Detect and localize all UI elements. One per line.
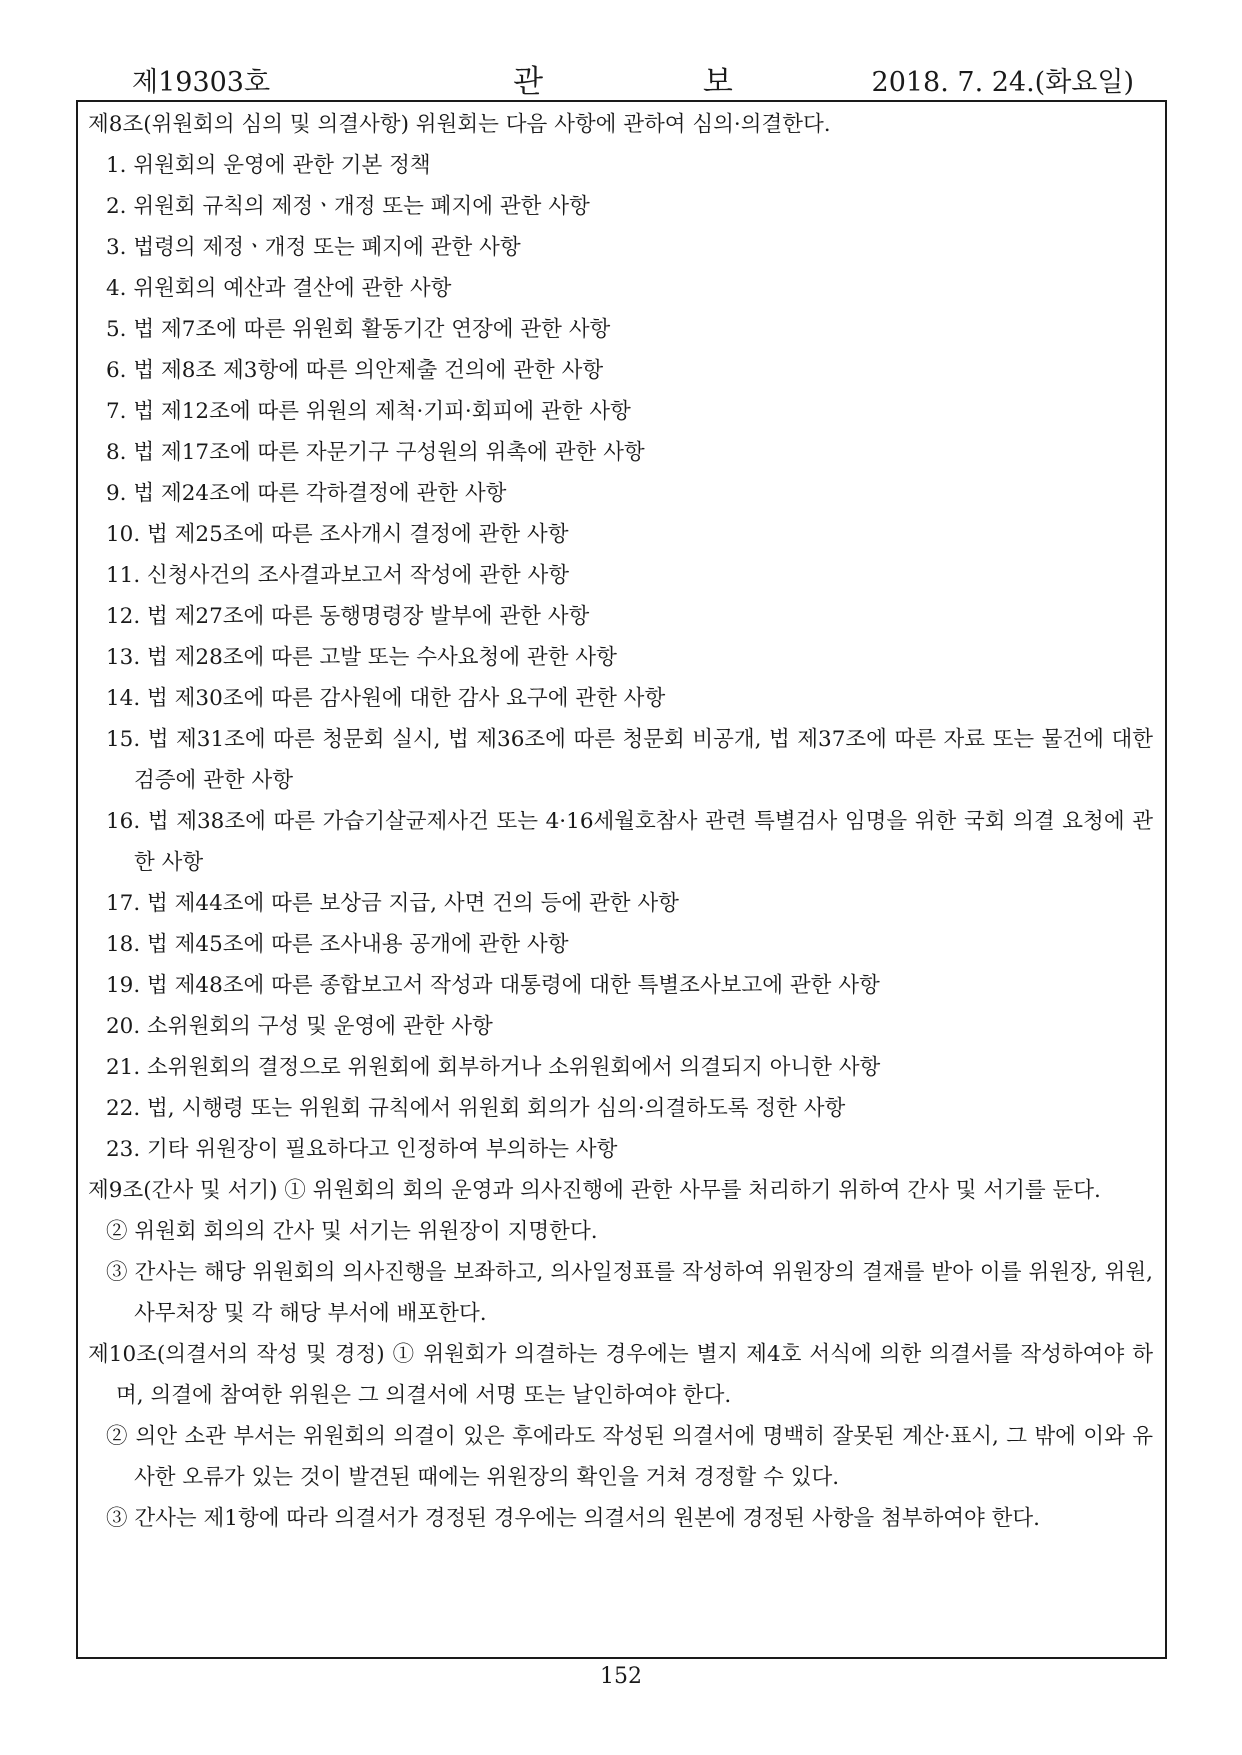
article-10-paragraph-3: ③ 간사는 제1항에 따라 의결서가 경정된 경우에는 의결서의 원본에 경정된 사항을 첨부하여야 한다. [106,1506,1041,1531]
article-8-item-14: 14. 법 제30조에 따른 감사원에 대한 감사 요구에 관한 사항 [106,686,666,711]
article-8-item-3: 3. 법령의 제정ㆍ개정 또는 폐지에 관한 사항 [106,235,521,260]
article-8-item-18: 18. 법 제45조에 따른 조사내용 공개에 관한 사항 [106,932,569,957]
gazette-title: 관 보 [513,64,733,100]
publication-date: 2018. 7. 24.(화요일) [871,67,1134,98]
article-9-paragraph-3: ③ 간사는 해당 위원회의 의사진행을 보좌하고, 의사일정표를 작성하여 위원장의 결재를 받아 이를 위원장, 위원, 사무처장 및 각 해당 부서에 배포한다. [106,1260,1153,1326]
issue-number: 제19303호 [132,67,271,98]
article-8-item-19: 19. 법 제48조에 따른 종합보고서 작성과 대통령에 대한 특별조사보고에 관한 사항 [106,973,880,998]
article-8-item-16: 16. 법 제38조에 따른 가습기살균제사건 또는 4·16세월호참사 관련 특별검사 임명을 위한 국회 의결 요청에 관한 사항 [106,809,1153,875]
page-number: 152 [600,1664,642,1689]
article-8-item-7: 7. 법 제12조에 따른 위원의 제척·기피·회피에 관한 사항 [106,399,631,424]
article-8-item-22: 22. 법, 시행령 또는 위원회 규칙에서 위원회 회의가 심의·의결하도록 정한 사항 [106,1096,846,1121]
article-8-item-1: 1. 위원회의 운영에 관한 기본 정책 [106,153,431,178]
page-header [76,54,1170,100]
article-10-paragraph-2: ② 의안 소관 부서는 위원회의 의결이 있은 후에라도 작성된 의결서에 명백히 잘못된 계산·표시, 그 밖에 이와 유사한 오류가 있는 것이 발견된 때에는 위원장의 확인을 거쳐 경정할 수 있다. [106,1424,1153,1490]
article-8-item-17: 17. 법 제44조에 따른 보상금 지급, 사면 건의 등에 관한 사항 [106,891,679,916]
article-9-heading: 제9조(간사 및 서기) ① 위원회의 회의 운영과 의사진행에 관한 사무를 처리하기 위하여 간사 및 서기를 둔다. [88,1178,1101,1203]
article-8-item-23: 23. 기타 위원장이 필요하다고 인정하여 부의하는 사항 [106,1137,618,1162]
article-8-item-11: 11. 신청사건의 조사결과보고서 작성에 관한 사항 [106,563,569,588]
article-8-item-9: 9. 법 제24조에 따른 각하결정에 관한 사항 [106,481,507,506]
article-10-heading: 제10조(의결서의 작성 및 경정) ① 위원회가 의결하는 경우에는 별지 제4호 서식에 의한 의결서를 작성하여야 하며, 의결에 참여한 위원은 그 의결서에 서명 또는 날인하여야 한다. [88,1342,1153,1408]
article-8-item-15: 15. 법 제31조에 따른 청문회 실시, 법 제36조에 따른 청문회 비공개, 법 제37조에 따른 자료 또는 물건에 대한 검증에 관한 사항 [106,727,1153,793]
article-8-item-12: 12. 법 제27조에 따른 동행명령장 발부에 관한 사항 [106,604,590,629]
article-8-item-10: 10. 법 제25조에 따른 조사개시 결정에 관한 사항 [106,522,569,547]
article-9-paragraph-2: ② 위원회 회의의 간사 및 서기는 위원장이 지명한다. [106,1219,598,1244]
article-8-item-21: 21. 소위원회의 결정으로 위원회에 회부하거나 소위원회에서 의결되지 아니한 사항 [106,1055,881,1080]
content-frame [76,100,1167,1659]
article-8-item-4: 4. 위원회의 예산과 결산에 관한 사항 [106,276,452,301]
article-8-item-5: 5. 법 제7조에 따른 위원회 활동기간 연장에 관한 사항 [106,317,611,342]
article-8-heading: 제8조(위원회의 심의 및 의결사항) 위원회는 다음 사항에 관하여 심의·의결한다. [88,112,831,137]
document-body [88,104,1153,1539]
article-8-item-8: 8. 법 제17조에 따른 자문기구 구성원의 위촉에 관한 사항 [106,440,645,465]
article-8-item-2: 2. 위원회 규칙의 제정ㆍ개정 또는 폐지에 관한 사항 [106,194,590,219]
article-8-item-6: 6. 법 제8조 제3항에 따른 의안제출 건의에 관한 사항 [106,358,604,383]
article-8-item-13: 13. 법 제28조에 따른 고발 또는 수사요청에 관한 사항 [106,645,617,670]
article-8-item-20: 20. 소위원회의 구성 및 운영에 관한 사항 [106,1014,493,1039]
